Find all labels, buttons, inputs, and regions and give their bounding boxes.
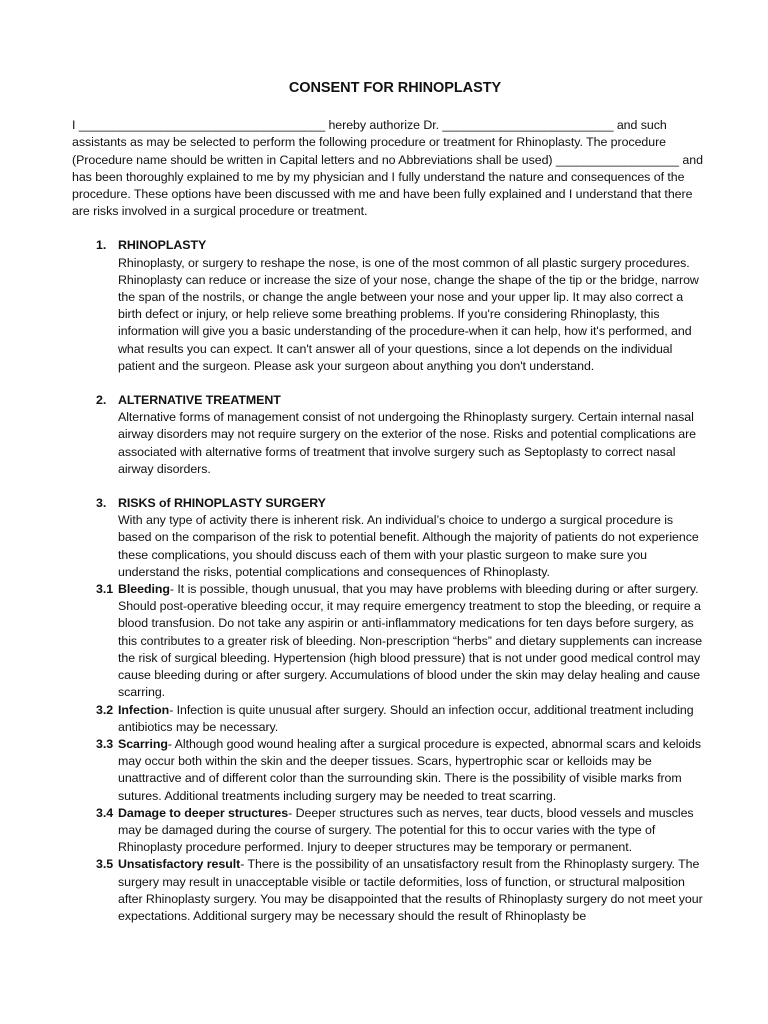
risk-item-infection	[72, 702, 708, 736]
risk-item-scarring	[72, 736, 708, 805]
risk-number: 3.1	[96, 582, 114, 597]
section-heading: RISKS of RHINOPLASTY SURGERY	[118, 496, 326, 511]
section-body: With any type of activity there is inherent risk. An individual’s choice to undergo a surgical procedure is based on the comparison of the risk to potential benefit. Although the majority of patients do not experience these complications, you should discuss each of them with your plastic surgeon to make sure you understand the risks, potential complications and consequences of Rhinoplasty.	[118, 513, 699, 579]
risk-item-unsatisfactory-result	[72, 856, 708, 925]
risk-description: - Although good wound healing after a surgical procedure is expected, abnormal scars and keloids may occur both within the skin and the deeper tissues. Scars, hypertrophic scar or kelloids may be unattractive and of different color than the surrounding skin. There is the possibility of visible marks from sutures. Additional treatments including surgery may be needed to treat scarring.	[118, 736, 702, 803]
risk-term: Bleeding	[118, 582, 170, 597]
risk-description: - Infection is quite unusual after surgery. Should an infection occur, additional treatment including antibiotics may be necessary.	[118, 702, 694, 734]
risk-description: - It is possible, though unusual, that you may have problems with bleeding during or after surgery. Should post-operative bleeding occur, it may require emergency treatment to stop the bleeding, or require a blood transfusion. Do not take any aspirin or anti-inflammatory medications for ten days before surgery, as this contributes to a greater risk of bleeding. Non-prescription “herbs” and dietary supplements can increase the risk of surgical bleeding. Hypertension (high blood pressure) that is not under good medical control may cause bleeding during or after surgery. Accumulations of blood under the skin may delay healing and cause scarring.	[118, 582, 703, 700]
intro-text: I ____________________________________ hereby authorize Dr. _________________________ and such assistants as may be selected to perform the following procedure or treatment for Rhinoplasty. The procedure (Procedure name should be written in Capital letters and no Abbreviations shall be used) __________________ and has been thoroughly explained to me by my physician and I fully understand the nature and consequences of the procedure. These options have been discussed with me and have been fully explained and I understand that there are risks involved in a surgical procedure or treatment.	[72, 118, 703, 219]
risk-term: Unsatisfactory result	[118, 857, 241, 872]
risk-term: Scarring	[118, 736, 168, 751]
risk-description: - There is the possibility of an unsatisfactory result from the Rhinoplasty surgery. The surgery may result in unacceptable visible or tactile deformities, loss of function, or structural malposition after Rhinoplasty surgery. You may be disappointed that the results of Rhinoplasty surgery do not meet your expectations. Additional surgery may be necessary should the result of Rhinoplasty be	[118, 857, 703, 923]
risk-term: Damage to deeper structures	[118, 805, 289, 820]
risk-term: Infection	[118, 702, 170, 717]
intro-paragraph	[72, 117, 708, 220]
section-body: Rhinoplasty, or surgery to reshape the nose, is one of the most common of all plastic surgery procedures. Rhinoplasty can reduce or increase the size of your nose, change the shape of the tip or the bridge, narrow the span of the nostrils, or change the angle between your nose and your upper lip. It may also correct a birth defect or injury, or help relieve some breathing problems. If you're considering Rhinoplasty, this information will give you a basic understanding of the procedure-when it can help, how it's performed, and what results you can expect. It can't answer all of your questions, since a lot depends on the individual patient and the surgeon. Please ask your surgeon about anything you don't understand.	[118, 255, 699, 373]
risk-item-deeper-structures	[72, 805, 708, 857]
risk-item-bleeding	[72, 581, 708, 701]
section-number: 1.	[96, 238, 107, 253]
risk-number: 3.5	[96, 857, 114, 872]
risk-number: 3.4	[96, 805, 114, 820]
section-risks	[72, 495, 708, 925]
risk-number: 3.3	[96, 736, 114, 751]
risk-description: - Deeper structures such as nerves, tear ducts, blood vessels and muscles may be damaged during the course of surgery. The potential for this to occur varies with the type of Rhinoplasty procedure performed. Injury to deeper structures may be temporary or permanent.	[118, 805, 694, 855]
document-title: CONSENT FOR RHINOPLASTY	[288, 80, 502, 96]
section-heading: RHINOPLASTY	[118, 238, 207, 253]
risk-number: 3.2	[96, 702, 114, 717]
section-alternative-treatment	[72, 392, 708, 478]
section-rhinoplasty	[72, 237, 708, 375]
section-body: Alternative forms of management consist of not undergoing the Rhinoplasty surgery. Certain internal nasal airway disorders may not require surgery on the exterior of the nose. Risks and potential complications are associated with alternative forms of treatment that involve surgery such as Septoplasty to correct nasal airway disorders.	[118, 410, 696, 476]
section-number: 3.	[96, 496, 107, 511]
section-heading: ALTERNATIVE TREATMENT	[118, 393, 281, 408]
section-number: 2.	[96, 393, 107, 408]
